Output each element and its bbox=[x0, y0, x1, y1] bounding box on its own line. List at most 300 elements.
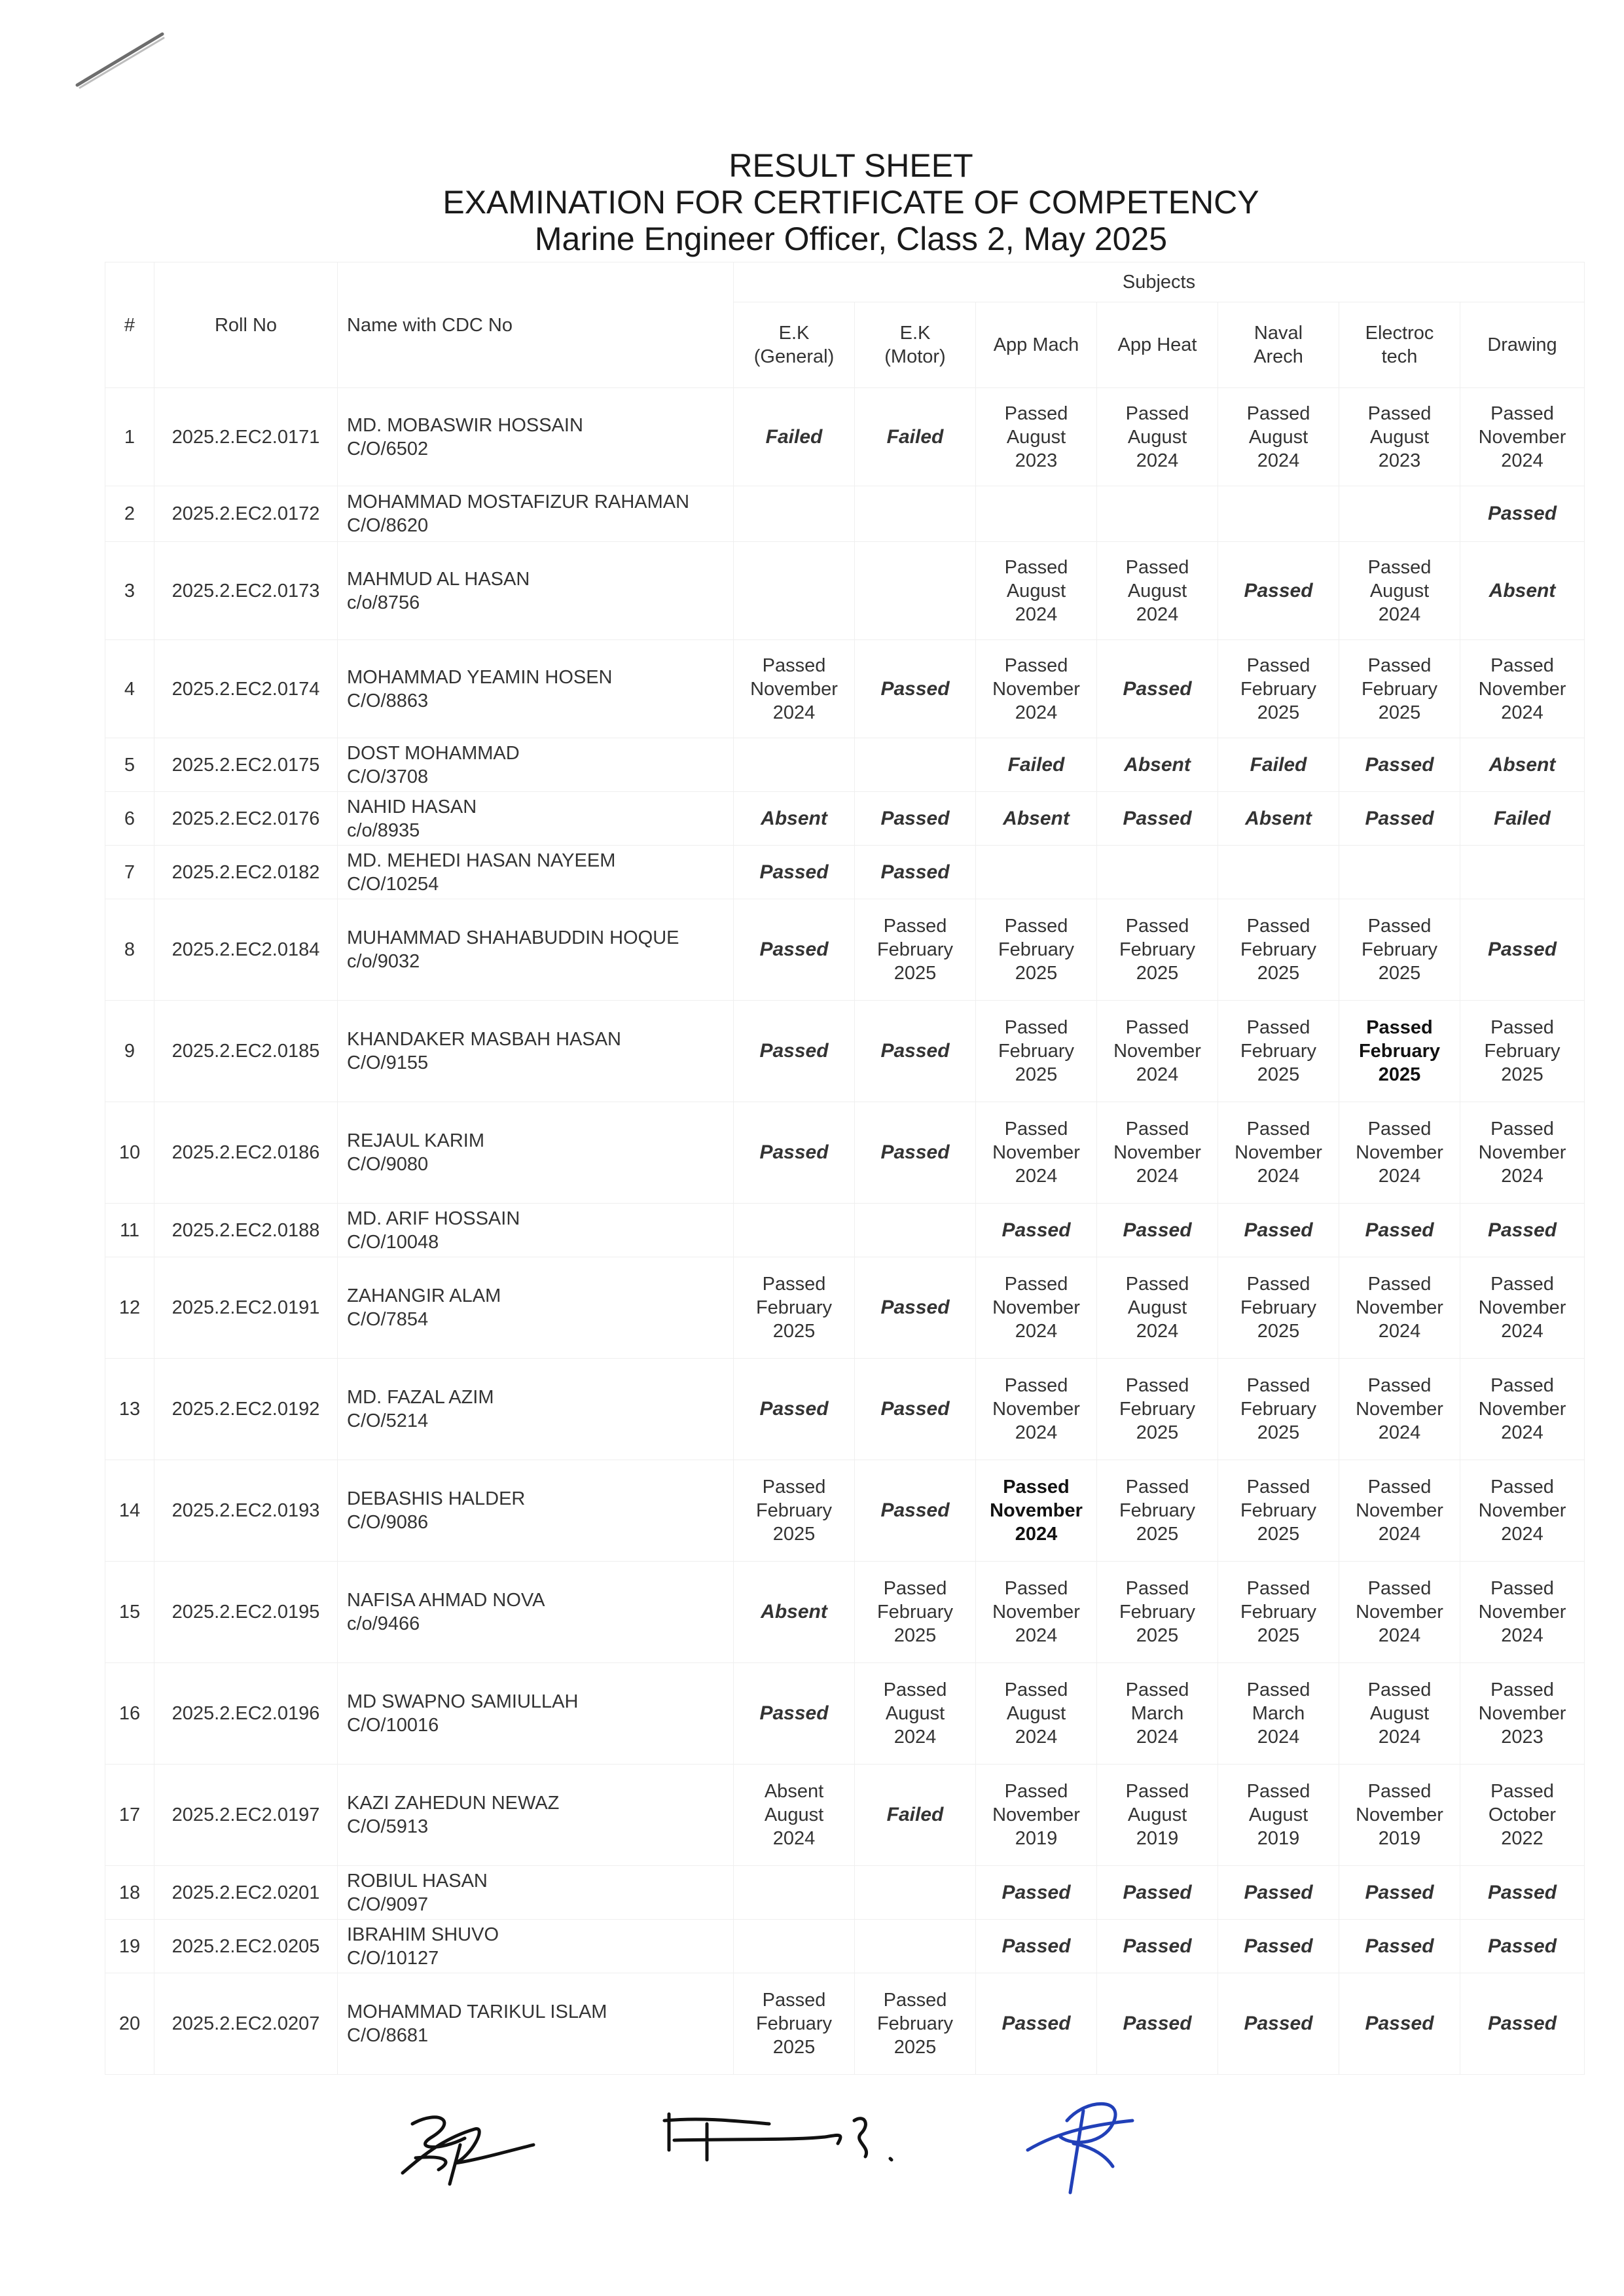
result-detail bbox=[1339, 1359, 1460, 1460]
result-line: February bbox=[1240, 1602, 1317, 1623]
result-line: Passed bbox=[883, 1990, 947, 2011]
cdc-number: c/o/8935 bbox=[347, 819, 420, 841]
result-line: August bbox=[1006, 1703, 1066, 1724]
result-line: August bbox=[764, 1804, 824, 1825]
candidate-cell bbox=[338, 792, 734, 846]
candidate-name: NAHID HASAN bbox=[347, 796, 477, 817]
result-line: Passed bbox=[1367, 1119, 1432, 1139]
candidate-cell bbox=[338, 486, 734, 542]
result-status-passed: Passed bbox=[976, 1204, 1097, 1257]
subject-name-line2: (Motor) bbox=[884, 346, 946, 367]
roll-number: 2025.2.EC2.0193 bbox=[154, 1460, 338, 1562]
result-detail bbox=[734, 1973, 855, 2075]
result-line: 2025 bbox=[1136, 1625, 1179, 1646]
result-line: August bbox=[1248, 426, 1308, 448]
result-line: February bbox=[1240, 1041, 1317, 1062]
result-line: November bbox=[1356, 1142, 1443, 1163]
result-detail bbox=[1218, 1663, 1339, 1765]
result-line: 2024 bbox=[772, 1828, 816, 1849]
cdc-number: c/o/8756 bbox=[347, 592, 420, 613]
candidate-name: DEBASHIS HALDER bbox=[347, 1488, 526, 1509]
result-status-passed: Passed bbox=[734, 846, 855, 899]
result-table-body bbox=[105, 388, 1585, 2075]
candidate-cell bbox=[338, 1663, 734, 1765]
result-line: 2024 bbox=[893, 1727, 937, 1748]
result-line: 2025 bbox=[1257, 963, 1300, 984]
title-examination: EXAMINATION FOR CERTIFICATE OF COMPETENCY bbox=[442, 184, 1259, 221]
candidate-cell bbox=[338, 1257, 734, 1359]
result-line: Passed bbox=[1367, 655, 1432, 676]
result-line: February bbox=[998, 939, 1075, 960]
result-line: 2024 bbox=[772, 702, 816, 723]
result-line: August bbox=[1369, 426, 1430, 448]
title-exam-session: Marine Engineer Officer, Class 2, May 2025 bbox=[534, 221, 1168, 257]
result-line: February bbox=[1119, 1500, 1196, 1521]
result-line: February bbox=[755, 1500, 833, 1521]
result-line: November bbox=[1478, 1142, 1566, 1163]
result-detail bbox=[1218, 388, 1339, 486]
result-detail bbox=[976, 899, 1097, 1001]
result-line: November bbox=[1478, 1399, 1566, 1420]
result-line: February bbox=[1119, 939, 1196, 960]
result-detail bbox=[1218, 640, 1339, 738]
result-line: Passed bbox=[1125, 1119, 1189, 1139]
table-row bbox=[105, 1920, 1585, 1973]
result-line: August bbox=[1248, 1804, 1308, 1825]
candidate-cell bbox=[338, 1460, 734, 1562]
result-status-passed: Passed bbox=[855, 640, 976, 738]
candidate-cell bbox=[338, 738, 734, 792]
row-number: 7 bbox=[105, 846, 154, 899]
result-detail bbox=[734, 1765, 855, 1866]
result-status-passed: Passed bbox=[855, 792, 976, 846]
result-status-passed: Passed bbox=[1097, 1204, 1218, 1257]
result-line: 2024 bbox=[1015, 603, 1058, 625]
result-line: 2025 bbox=[1501, 1064, 1543, 1085]
document-header bbox=[0, 147, 1624, 257]
result-line: February bbox=[1484, 1041, 1561, 1062]
cdc-number: C/O/10254 bbox=[347, 873, 439, 895]
candidate-cell bbox=[338, 1102, 734, 1204]
result-line: November bbox=[992, 1297, 1080, 1318]
cdc-number: C/O/9155 bbox=[347, 1052, 429, 1073]
roll-number: 2025.2.EC2.0175 bbox=[154, 738, 338, 792]
result-line: August bbox=[1369, 1703, 1430, 1724]
table-row bbox=[105, 1973, 1585, 2075]
result-line: Passed bbox=[883, 1679, 947, 1700]
result-line: Passed bbox=[1490, 1119, 1554, 1139]
row-number: 20 bbox=[105, 1973, 154, 2075]
row-number: 17 bbox=[105, 1765, 154, 1866]
result-line: November bbox=[992, 1602, 1080, 1623]
column-header-subject-7 bbox=[1460, 302, 1585, 388]
cdc-number: C/O/7854 bbox=[347, 1309, 429, 1330]
result-status-passed: Passed bbox=[1339, 738, 1460, 792]
result-detail bbox=[1097, 1460, 1218, 1562]
subject-name-line1: Drawing bbox=[1487, 334, 1557, 355]
result-detail bbox=[1460, 1765, 1585, 1866]
result-line: August bbox=[1369, 580, 1430, 601]
result-line: 2024 bbox=[1378, 603, 1421, 625]
result-line: Passed bbox=[1490, 1017, 1554, 1038]
result-line: February bbox=[1240, 939, 1317, 960]
result-status-passed: Passed bbox=[1218, 1204, 1339, 1257]
result-line: 2024 bbox=[1378, 1321, 1421, 1342]
result-line: 2024 bbox=[1136, 450, 1179, 471]
candidate-name: MOHAMMAD YEAMIN HOSEN bbox=[347, 666, 613, 688]
roll-number: 2025.2.EC2.0171 bbox=[154, 388, 338, 486]
result-line: Passed bbox=[1004, 1781, 1068, 1802]
result-line: February bbox=[1361, 939, 1438, 960]
column-header-subject-2 bbox=[855, 302, 976, 388]
result-detail bbox=[976, 1102, 1097, 1204]
result-line: November bbox=[992, 1399, 1080, 1420]
result-detail bbox=[976, 1001, 1097, 1102]
result-detail bbox=[1097, 1359, 1218, 1460]
result-status-failed: Failed bbox=[1460, 792, 1585, 846]
roll-number: 2025.2.EC2.0182 bbox=[154, 846, 338, 899]
result-cell bbox=[976, 486, 1097, 542]
candidate-cell bbox=[338, 388, 734, 486]
result-line: 2024 bbox=[1501, 1321, 1543, 1342]
cdc-number: C/O/5913 bbox=[347, 1816, 429, 1837]
result-line: 2025 bbox=[1378, 702, 1421, 723]
subject-name-line2: (General) bbox=[753, 346, 835, 367]
result-line: Passed bbox=[1003, 1477, 1070, 1498]
result-detail bbox=[1097, 388, 1218, 486]
candidate-cell bbox=[338, 1866, 734, 1920]
cdc-number: C/O/8620 bbox=[347, 515, 429, 536]
result-cell bbox=[1097, 846, 1218, 899]
result-status-passed: Passed bbox=[1460, 899, 1585, 1001]
result-line: Passed bbox=[1125, 1477, 1189, 1498]
row-number: 14 bbox=[105, 1460, 154, 1562]
row-number: 16 bbox=[105, 1663, 154, 1765]
result-line: 2024 bbox=[1136, 1166, 1179, 1187]
result-line: 2024 bbox=[1015, 1727, 1058, 1748]
result-line: 2024 bbox=[1501, 450, 1543, 471]
result-line: Passed bbox=[1125, 1375, 1189, 1396]
result-line: November bbox=[1356, 1297, 1443, 1318]
result-detail bbox=[855, 1663, 976, 1765]
result-status-absent: Absent bbox=[976, 792, 1097, 846]
result-detail bbox=[976, 640, 1097, 738]
result-line: Passed bbox=[1367, 1781, 1432, 1802]
result-cell bbox=[1218, 846, 1339, 899]
result-cell bbox=[734, 1204, 855, 1257]
result-line: Passed bbox=[762, 1477, 826, 1498]
result-detail bbox=[1218, 899, 1339, 1001]
result-detail bbox=[1339, 542, 1460, 640]
cdc-number: C/O/3708 bbox=[347, 766, 429, 787]
candidate-name: MOHAMMAD TARIKUL ISLAM bbox=[347, 2001, 607, 2022]
result-line: November bbox=[992, 678, 1080, 700]
row-number: 5 bbox=[105, 738, 154, 792]
cdc-number: C/O/10127 bbox=[347, 1947, 439, 1969]
result-detail bbox=[1218, 1460, 1339, 1562]
result-line: October bbox=[1488, 1804, 1557, 1825]
roll-number: 2025.2.EC2.0172 bbox=[154, 486, 338, 542]
result-line: Passed bbox=[762, 1274, 826, 1295]
result-line: March bbox=[1130, 1703, 1184, 1724]
table-row bbox=[105, 1257, 1585, 1359]
roll-number: 2025.2.EC2.0191 bbox=[154, 1257, 338, 1359]
cdc-number: C/O/9086 bbox=[347, 1512, 429, 1533]
result-line: 2025 bbox=[1136, 1422, 1179, 1443]
candidate-name: MD. MOBASWIR HOSSAIN bbox=[347, 414, 583, 436]
cdc-number: C/O/5214 bbox=[347, 1410, 429, 1431]
result-line: Passed bbox=[1367, 916, 1432, 937]
result-line: February bbox=[1240, 1399, 1317, 1420]
result-line: 2025 bbox=[1136, 1524, 1179, 1545]
result-line: August bbox=[1127, 426, 1187, 448]
result-line: Passed bbox=[1246, 1274, 1310, 1295]
result-status-failed: Failed bbox=[855, 388, 976, 486]
result-line: 2025 bbox=[1257, 1422, 1300, 1443]
cdc-number: C/O/10016 bbox=[347, 1715, 439, 1736]
result-line: Passed bbox=[762, 1990, 826, 2011]
subject-name-line1: E.K bbox=[778, 323, 810, 344]
result-line: 2024 bbox=[1378, 1524, 1421, 1545]
result-status-passed: Passed bbox=[1339, 1920, 1460, 1973]
result-line: Passed bbox=[1246, 1017, 1310, 1038]
cdc-number: C/O/8863 bbox=[347, 690, 429, 711]
result-line: February bbox=[1361, 678, 1438, 700]
result-line: November bbox=[1478, 1602, 1566, 1623]
roll-number: 2025.2.EC2.0185 bbox=[154, 1001, 338, 1102]
subject-name-line1: Naval bbox=[1254, 323, 1303, 344]
result-detail bbox=[855, 899, 976, 1001]
roll-number: 2025.2.EC2.0195 bbox=[154, 1562, 338, 1663]
result-line: Passed bbox=[1490, 1375, 1554, 1396]
result-line: November bbox=[1113, 1142, 1201, 1163]
result-status-passed: Passed bbox=[976, 1973, 1097, 2075]
result-line: 2025 bbox=[772, 2037, 816, 2058]
result-detail bbox=[1097, 542, 1218, 640]
result-line: Passed bbox=[1246, 1375, 1310, 1396]
result-detail bbox=[1460, 1663, 1585, 1765]
row-number: 6 bbox=[105, 792, 154, 846]
result-line: Passed bbox=[1490, 1477, 1554, 1498]
result-status-passed: Passed bbox=[1097, 1866, 1218, 1920]
result-detail bbox=[1339, 1663, 1460, 1765]
roll-number: 2025.2.EC2.0186 bbox=[154, 1102, 338, 1204]
result-line: 2023 bbox=[1378, 450, 1421, 471]
table-row bbox=[105, 846, 1585, 899]
row-number: 3 bbox=[105, 542, 154, 640]
signature-area bbox=[0, 2081, 1624, 2199]
result-cell bbox=[734, 738, 855, 792]
result-line: 2025 bbox=[893, 963, 937, 984]
result-line: November bbox=[1235, 1142, 1322, 1163]
result-detail bbox=[1460, 1562, 1585, 1663]
result-status-passed: Passed bbox=[1097, 1973, 1218, 2075]
result-status-failed: Failed bbox=[734, 388, 855, 486]
result-detail bbox=[1339, 899, 1460, 1001]
table-row bbox=[105, 486, 1585, 542]
row-number: 1 bbox=[105, 388, 154, 486]
table-row bbox=[105, 1765, 1585, 1866]
result-line: November bbox=[1356, 1399, 1443, 1420]
result-cell bbox=[734, 486, 855, 542]
result-cell bbox=[855, 1920, 976, 1973]
result-line: 2019 bbox=[1015, 1828, 1058, 1849]
column-header-name: Name with CDC No bbox=[338, 262, 734, 388]
result-detail bbox=[1097, 899, 1218, 1001]
result-line: Passed bbox=[1125, 556, 1189, 578]
result-detail bbox=[1460, 388, 1585, 486]
result-detail bbox=[1339, 1460, 1460, 1562]
result-status-passed: Passed bbox=[1339, 1866, 1460, 1920]
column-header-roll: Roll No bbox=[154, 262, 338, 388]
result-detail bbox=[976, 1257, 1097, 1359]
result-cell bbox=[976, 846, 1097, 899]
result-line: Passed bbox=[1246, 1679, 1310, 1700]
result-detail bbox=[1097, 1562, 1218, 1663]
result-detail bbox=[1218, 1562, 1339, 1663]
result-line: November bbox=[992, 1804, 1080, 1825]
result-cell bbox=[855, 1204, 976, 1257]
result-status-passed: Passed bbox=[976, 1866, 1097, 1920]
result-status-passed: Passed bbox=[855, 1359, 976, 1460]
table-row bbox=[105, 640, 1585, 738]
result-line: 2024 bbox=[1257, 1727, 1300, 1748]
row-number: 18 bbox=[105, 1866, 154, 1920]
result-status-passed: Passed bbox=[855, 1257, 976, 1359]
result-detail bbox=[1460, 1359, 1585, 1460]
result-line: Passed bbox=[1125, 1781, 1189, 1802]
candidate-name: KHANDAKER MASBAH HASAN bbox=[347, 1029, 621, 1050]
candidate-name: NAFISA AHMAD NOVA bbox=[347, 1590, 545, 1611]
result-line: Passed bbox=[1490, 1274, 1554, 1295]
result-line: Passed bbox=[1490, 1679, 1554, 1700]
result-detail bbox=[976, 1359, 1097, 1460]
roll-number: 2025.2.EC2.0184 bbox=[154, 899, 338, 1001]
result-cell bbox=[734, 1866, 855, 1920]
column-header-num: # bbox=[105, 262, 154, 388]
result-line: Passed bbox=[1004, 916, 1068, 937]
result-status-passed: Passed bbox=[1339, 1973, 1460, 2075]
result-status-absent: Absent bbox=[734, 792, 855, 846]
result-detail bbox=[1097, 1102, 1218, 1204]
table-row bbox=[105, 388, 1585, 486]
roll-number: 2025.2.EC2.0207 bbox=[154, 1973, 338, 2075]
candidate-name: IBRAHIM SHUVO bbox=[347, 1924, 499, 1945]
result-line: Passed bbox=[1125, 1679, 1189, 1700]
result-line: 2025 bbox=[1257, 702, 1300, 723]
subject-name-line2: tech bbox=[1381, 346, 1418, 367]
result-status-passed: Passed bbox=[976, 1920, 1097, 1973]
result-line: 2024 bbox=[1501, 1524, 1543, 1545]
result-line: Passed bbox=[1366, 1017, 1433, 1038]
title-result-sheet: RESULT SHEET bbox=[729, 147, 973, 184]
candidate-cell bbox=[338, 1562, 734, 1663]
result-detail bbox=[734, 1460, 855, 1562]
result-line: Passed bbox=[1004, 1679, 1068, 1700]
candidate-name: REJAUL KARIM bbox=[347, 1130, 485, 1151]
column-header-subject-4 bbox=[1097, 302, 1218, 388]
roll-number: 2025.2.EC2.0192 bbox=[154, 1359, 338, 1460]
result-line: 2025 bbox=[1015, 1064, 1058, 1085]
result-line: 2023 bbox=[1501, 1727, 1543, 1748]
result-line: 2024 bbox=[1015, 1422, 1058, 1443]
row-number: 12 bbox=[105, 1257, 154, 1359]
result-line: Passed bbox=[1367, 403, 1432, 424]
row-number: 19 bbox=[105, 1920, 154, 1973]
result-detail bbox=[855, 1562, 976, 1663]
result-line: Absent bbox=[764, 1781, 824, 1802]
result-detail bbox=[855, 1973, 976, 2075]
result-line: Passed bbox=[1490, 655, 1554, 676]
result-line: Passed bbox=[1246, 1477, 1310, 1498]
result-detail bbox=[734, 640, 855, 738]
result-line: November bbox=[1478, 1703, 1566, 1724]
result-line: Passed bbox=[1004, 655, 1068, 676]
candidate-cell bbox=[338, 846, 734, 899]
table-row bbox=[105, 1204, 1585, 1257]
roll-number: 2025.2.EC2.0174 bbox=[154, 640, 338, 738]
result-status-passed: Passed bbox=[1339, 1204, 1460, 1257]
result-status-absent: Absent bbox=[1460, 738, 1585, 792]
result-line: Passed bbox=[1246, 1119, 1310, 1139]
result-status-passed: Passed bbox=[734, 899, 855, 1001]
result-line: Passed bbox=[1125, 916, 1189, 937]
result-line: 2024 bbox=[1501, 1166, 1543, 1187]
result-status-passed: Passed bbox=[1097, 640, 1218, 738]
result-line: 2025 bbox=[1257, 1321, 1300, 1342]
result-detail bbox=[976, 1765, 1097, 1866]
result-line: Passed bbox=[1004, 1017, 1068, 1038]
result-line: 2024 bbox=[1136, 1064, 1179, 1085]
result-detail bbox=[1339, 1102, 1460, 1204]
result-line: 2024 bbox=[1378, 1625, 1421, 1646]
candidate-cell bbox=[338, 1765, 734, 1866]
result-cell bbox=[734, 542, 855, 640]
result-detail bbox=[1460, 640, 1585, 738]
result-line: November bbox=[1478, 426, 1566, 448]
result-line: 2025 bbox=[1257, 1524, 1300, 1545]
cdc-number: C/O/8681 bbox=[347, 2025, 429, 2046]
result-line: 2024 bbox=[1136, 1321, 1179, 1342]
result-table bbox=[105, 262, 1585, 2075]
result-line: 2025 bbox=[1257, 1064, 1300, 1085]
roll-number: 2025.2.EC2.0205 bbox=[154, 1920, 338, 1973]
subject-name-line1: E.K bbox=[899, 323, 931, 344]
result-line: 2024 bbox=[1136, 603, 1179, 625]
result-line: 2024 bbox=[1015, 1625, 1058, 1646]
result-cell bbox=[855, 738, 976, 792]
candidate-name: MUHAMMAD SHAHABUDDIN HOQUE bbox=[347, 927, 679, 948]
roll-number: 2025.2.EC2.0173 bbox=[154, 542, 338, 640]
result-line: 2024 bbox=[1501, 1422, 1543, 1443]
table-row bbox=[105, 1562, 1585, 1663]
column-header-subject-3 bbox=[976, 302, 1097, 388]
result-detail bbox=[976, 542, 1097, 640]
result-detail bbox=[1339, 640, 1460, 738]
result-status-failed: Failed bbox=[976, 738, 1097, 792]
result-line: 2025 bbox=[1378, 1064, 1421, 1085]
result-line: 2024 bbox=[1378, 1166, 1421, 1187]
candidate-name: MD. MEHEDI HASAN NAYEEM bbox=[347, 850, 616, 871]
cdc-number: c/o/9032 bbox=[347, 951, 420, 972]
result-detail bbox=[1097, 1663, 1218, 1765]
result-line: February bbox=[1358, 1041, 1441, 1062]
result-line: Passed bbox=[1246, 655, 1310, 676]
column-header-subject-6 bbox=[1339, 302, 1460, 388]
result-line: Passed bbox=[1004, 403, 1068, 424]
result-status-passed: Passed bbox=[855, 1001, 976, 1102]
result-status-failed: Failed bbox=[855, 1765, 976, 1866]
